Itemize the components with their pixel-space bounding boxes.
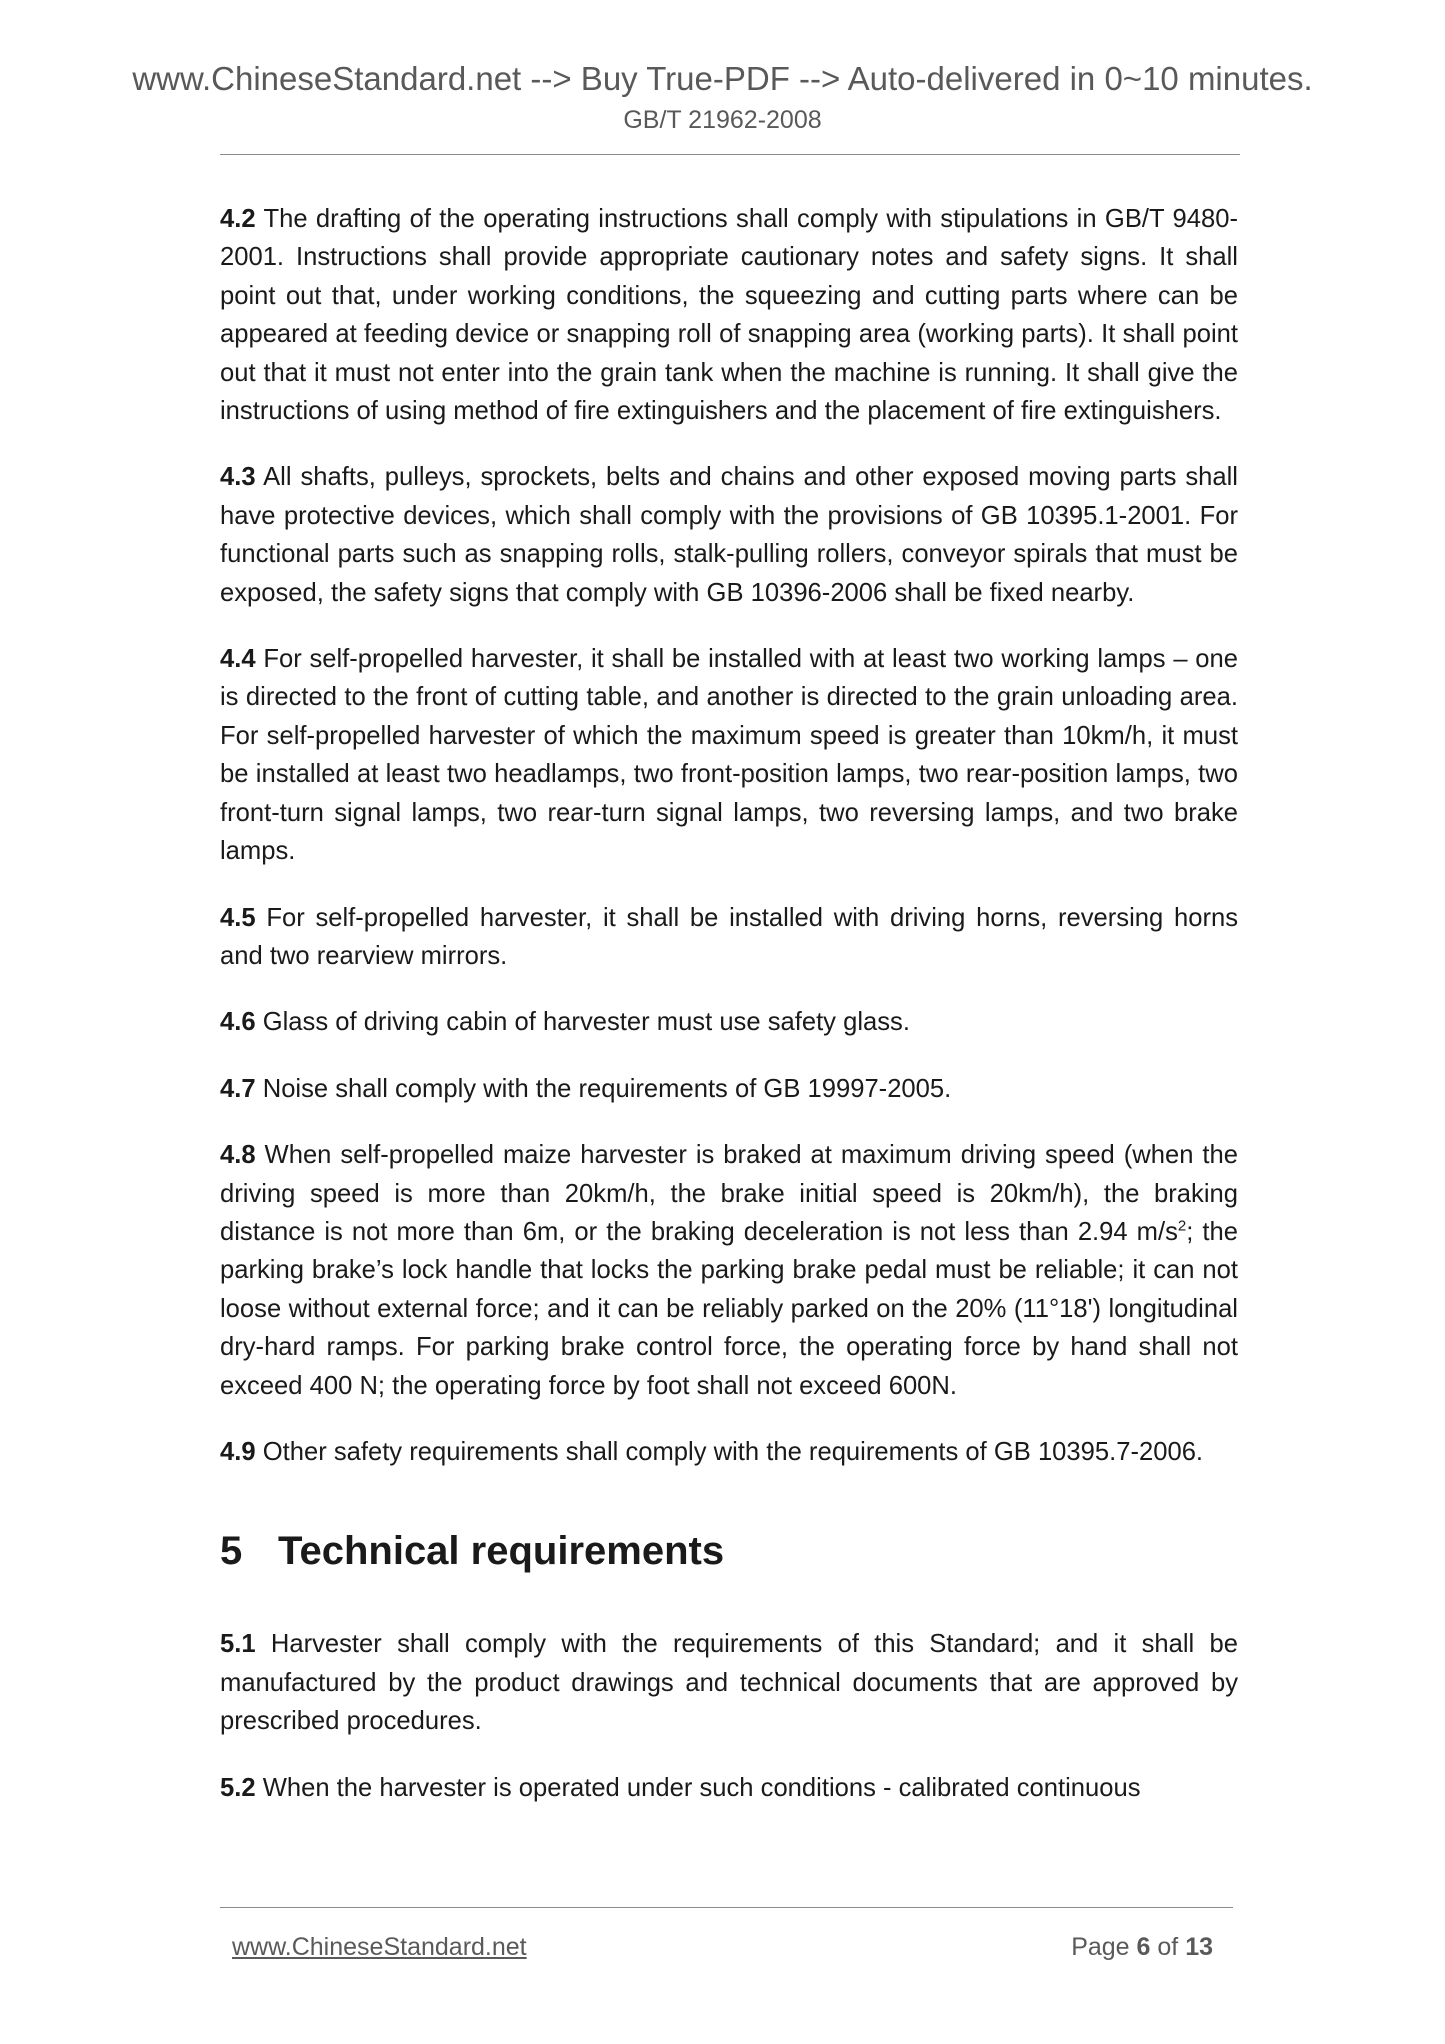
clause-4-2	[220, 200, 1238, 430]
clause-text: Harvester shall comply with the requirements of this Standard; and it shall be manufactured by the product drawings and technical documents that are approved by prescribed procedures.	[220, 1630, 1238, 1736]
clause-4-9	[220, 1433, 1238, 1471]
clause-5-1	[220, 1625, 1238, 1740]
clause-number: 5.2	[220, 1773, 256, 1802]
clause-4-8	[220, 1136, 1238, 1405]
clause-5-2	[220, 1769, 1238, 1807]
header-divider	[220, 154, 1240, 155]
clause-number: 4.4	[220, 645, 256, 674]
clause-number: 5.1	[220, 1630, 256, 1659]
clause-4-3	[220, 458, 1238, 612]
clause-text: When the harvester is operated under such conditions - calibrated continuous	[255, 1773, 1141, 1802]
page-label: Page	[1071, 1933, 1137, 1961]
page-indicator	[1071, 1930, 1213, 1964]
document-code: GB/T 21962-2008	[623, 106, 822, 134]
section-title: Technical requirements	[278, 1529, 725, 1574]
site-banner[interactable]: www.ChineseStandard.net --> Buy True-PDF --> Auto-delivered in 0~10 minutes.	[132, 60, 1313, 97]
total-pages: 13	[1185, 1933, 1213, 1961]
section-heading	[220, 1527, 1238, 1575]
clause-text: Other safety requirements shall comply with the requirements of GB 10395.7-2006.	[255, 1437, 1204, 1466]
clause-4-5	[220, 899, 1238, 976]
clause-number: 4.5	[220, 903, 256, 932]
section-number: 5	[220, 1529, 243, 1574]
clause-number: 4.7	[220, 1074, 256, 1103]
clause-text: The drafting of the operating instructions shall comply with stipulations in GB/T 9480-2001. Instructions shall provide appropriate cautionary notes and safety signs. It shall point out that, under working conditions, the squeezing and cutting parts where can be appeared at feeding device or snapping roll of snapping area (working parts). It shall point out that it must not enter into the grain tank when the machine is running. It shall give the instructions of using method of fire extinguishers and the placement of fire extinguishers.	[220, 205, 1238, 426]
clause-text: For self-propelled harvester, it shall be installed with driving horns, reversing horns and two rearview mirrors.	[220, 903, 1238, 970]
clause-number: 4.8	[220, 1141, 256, 1170]
clause-text-continued: ; the parking brake’s lock handle that locks the parking brake pedal must be reliable; it can not loose without external force; and it can be reliably parked on the 20% (11°18') longitudinal dry-hard ramps. For parking brake control force, the operating force by hand shall not exceed 400 N; the operating force by foot shall not exceed 600N.	[220, 1217, 1238, 1400]
clause-text: Glass of driving cabin of harvester must use safety glass.	[255, 1008, 910, 1037]
footer-site-link[interactable]: www.ChineseStandard.net	[232, 1933, 527, 1961]
clause-text: All shafts, pulleys, sprockets, belts and chains and other exposed moving parts shall have protective devices, which shall comply with the provisions of GB 10395.1-2001. For functional parts such as snapping rolls, stalk-pulling rollers, conveyor spirals that must be exposed, the safety signs that comply with GB 10396-2006 shall be fixed nearby.	[220, 463, 1238, 607]
of-label: of	[1150, 1933, 1186, 1961]
superscript: 2	[1177, 1217, 1187, 1235]
clause-4-7	[220, 1070, 1238, 1108]
clause-text: For self-propelled harvester, it shall be installed with at least two working lamps – one is directed to the front of cutting table, and another is directed to the grain unloading area. For self-propelled harvester of which the maximum speed is greater than 10km/h, it must be installed at least two headlamps, two front-position lamps, two rear-position lamps, two front-turn signal lamps, two rear-turn signal lamps, two reversing lamps, and two brake lamps.	[220, 645, 1238, 866]
current-page: 6	[1136, 1933, 1151, 1961]
document-body	[220, 200, 1238, 1835]
clause-number: 4.3	[220, 463, 256, 492]
clause-number: 4.6	[220, 1008, 256, 1037]
clause-text: When self-propelled maize harvester is braked at maximum driving speed (when the driving speed is more than 20km/h, the brake initial speed is 20km/h), the braking distance is not more than 6m, or the braking deceleration is not less than 2.94 m/s	[220, 1141, 1238, 1246]
clause-4-6	[220, 1003, 1238, 1041]
clause-text: Noise shall comply with the requirements of GB 19997-2005.	[255, 1074, 952, 1103]
clause-number: 4.2	[220, 205, 256, 233]
clause-number: 4.9	[220, 1437, 256, 1466]
clause-4-4	[220, 640, 1238, 870]
footer-divider	[220, 1907, 1233, 1908]
